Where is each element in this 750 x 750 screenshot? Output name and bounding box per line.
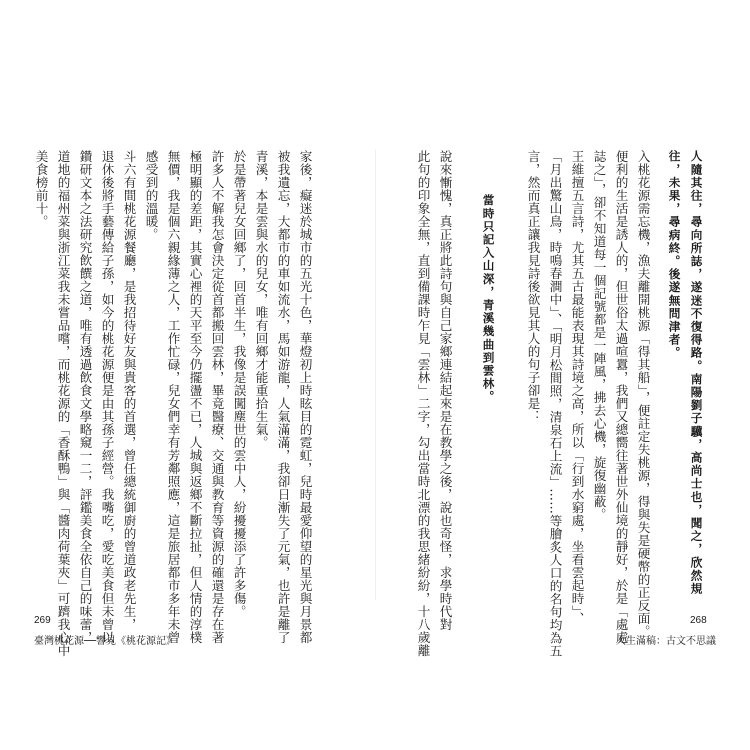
running-head-right: 人生滿稿：古文不思議 xyxy=(616,636,716,647)
text-column: 鑽研文本之法研究飲饌之道，唯有透過飲食文學略窺一二，評鑑美食全依自己的味蕾， xyxy=(77,150,93,644)
quote-column: 人隨其往，尋向所誌，遂迷不復得路。南陽劉子驥，高尚士也，聞之，欣然規 xyxy=(689,150,704,596)
running-head-left: 臺灣桃花源──響見《桃花源記》 xyxy=(34,636,177,647)
poem-line: 當時只記入山深，青溪幾曲到雲林。 xyxy=(481,194,496,404)
text-column: 家後，癡迷於城市的五光十色，華燈初上時眩目的霓虹，兒時最愛仰望的星光與月景都 xyxy=(297,150,313,644)
text-column: 王維擅五言詩，尤其五古最能表現其詩境之高，所以「行到水窮處，坐看雲起時」、 xyxy=(569,150,585,625)
text-column: 於是帶著兒女回鄉了，回首半生，我像是誤闖塵世的雲中人，紛擾擾添了許多傷。 xyxy=(231,150,247,618)
text-column: 許多人不解我怎會決定從首都搬回雲林，畢竟醫療、交通與教育等資源的確還是存在著 xyxy=(209,150,225,644)
text-column: 此句的印象全無，直到備課時乍見「雲林」二字，勾出當時北漂的我思緒紛紛，十八歲離 xyxy=(415,150,431,657)
text-column: 斗六有間桃花源餐廳，是我招待好友與貴客的首選，曾任總統御廚的曾道政老先生， xyxy=(121,150,137,631)
text-column: 無價，我是個六親緣薄之人，工作忙碌，兒女們幸有芳鄰照應，這是旅居都市多年未曾 xyxy=(165,150,181,644)
text-column: 退休後將手藝傳給子孫，如今的桃花源便是由其孫子經營。我嘴吃，愛吃美食但未曾以 xyxy=(99,150,115,644)
text-column: 便利的生活是誘人的，但世俗太過喧囂，我們又總嚮往著世外仙境的靜好，於是「處處 xyxy=(613,150,629,644)
text-column: 被我遺忘，大都市的車如流水，馬如游龍，人氣滿滿，我卻日漸失了元氣，也許是離了 xyxy=(275,150,291,644)
text-column: 誌之」，卻不知道每一個記號都是一陣風，拂去心機，旋復幽蔽。 xyxy=(591,150,607,521)
text-column: 極明顯的差距，其實心裡的天平至今仍擺盪不已，人城與返鄉不斷拉扯，但人情的淳樸 xyxy=(187,150,203,644)
quote-column: 往，未果，尋病終。後遂無問津者。 xyxy=(667,150,682,360)
page-number-right: 268 xyxy=(690,615,707,626)
gutter xyxy=(375,150,376,600)
text-column: 道地的福州菜與浙江菜我未嘗品嚐，而桃花源的「香酥鴨」與「醬肉荷葉夾」可躋我心中 xyxy=(55,150,71,657)
text-column: 「月出驚山鳥，時鳴春澗中」、「明月松間照，清泉石上流」……等膾炙人口的名句均為五 xyxy=(547,150,563,658)
text-column: 感受到的溫暖。 xyxy=(143,150,159,241)
text-column: 入桃花源需忘機，漁夫離開桃源「得其船」，便註定失桃源，得與失是硬幣的正反面。 xyxy=(635,150,651,638)
text-column: 美食榜前十。 xyxy=(33,150,49,228)
text-column: 青溪，本是雲與水的兒女，唯有回鄉才能重拾生氣。 xyxy=(253,150,269,449)
page-number-left: 269 xyxy=(34,615,51,626)
text-column: 言，然而真正讓我見詩後欲見其人的句子卻是： xyxy=(525,150,541,423)
text-column: 說來慚愧，真正將此詩句與自己家鄉連結起來是在教學之後，說也奇怪，求學時代對 xyxy=(437,150,453,631)
